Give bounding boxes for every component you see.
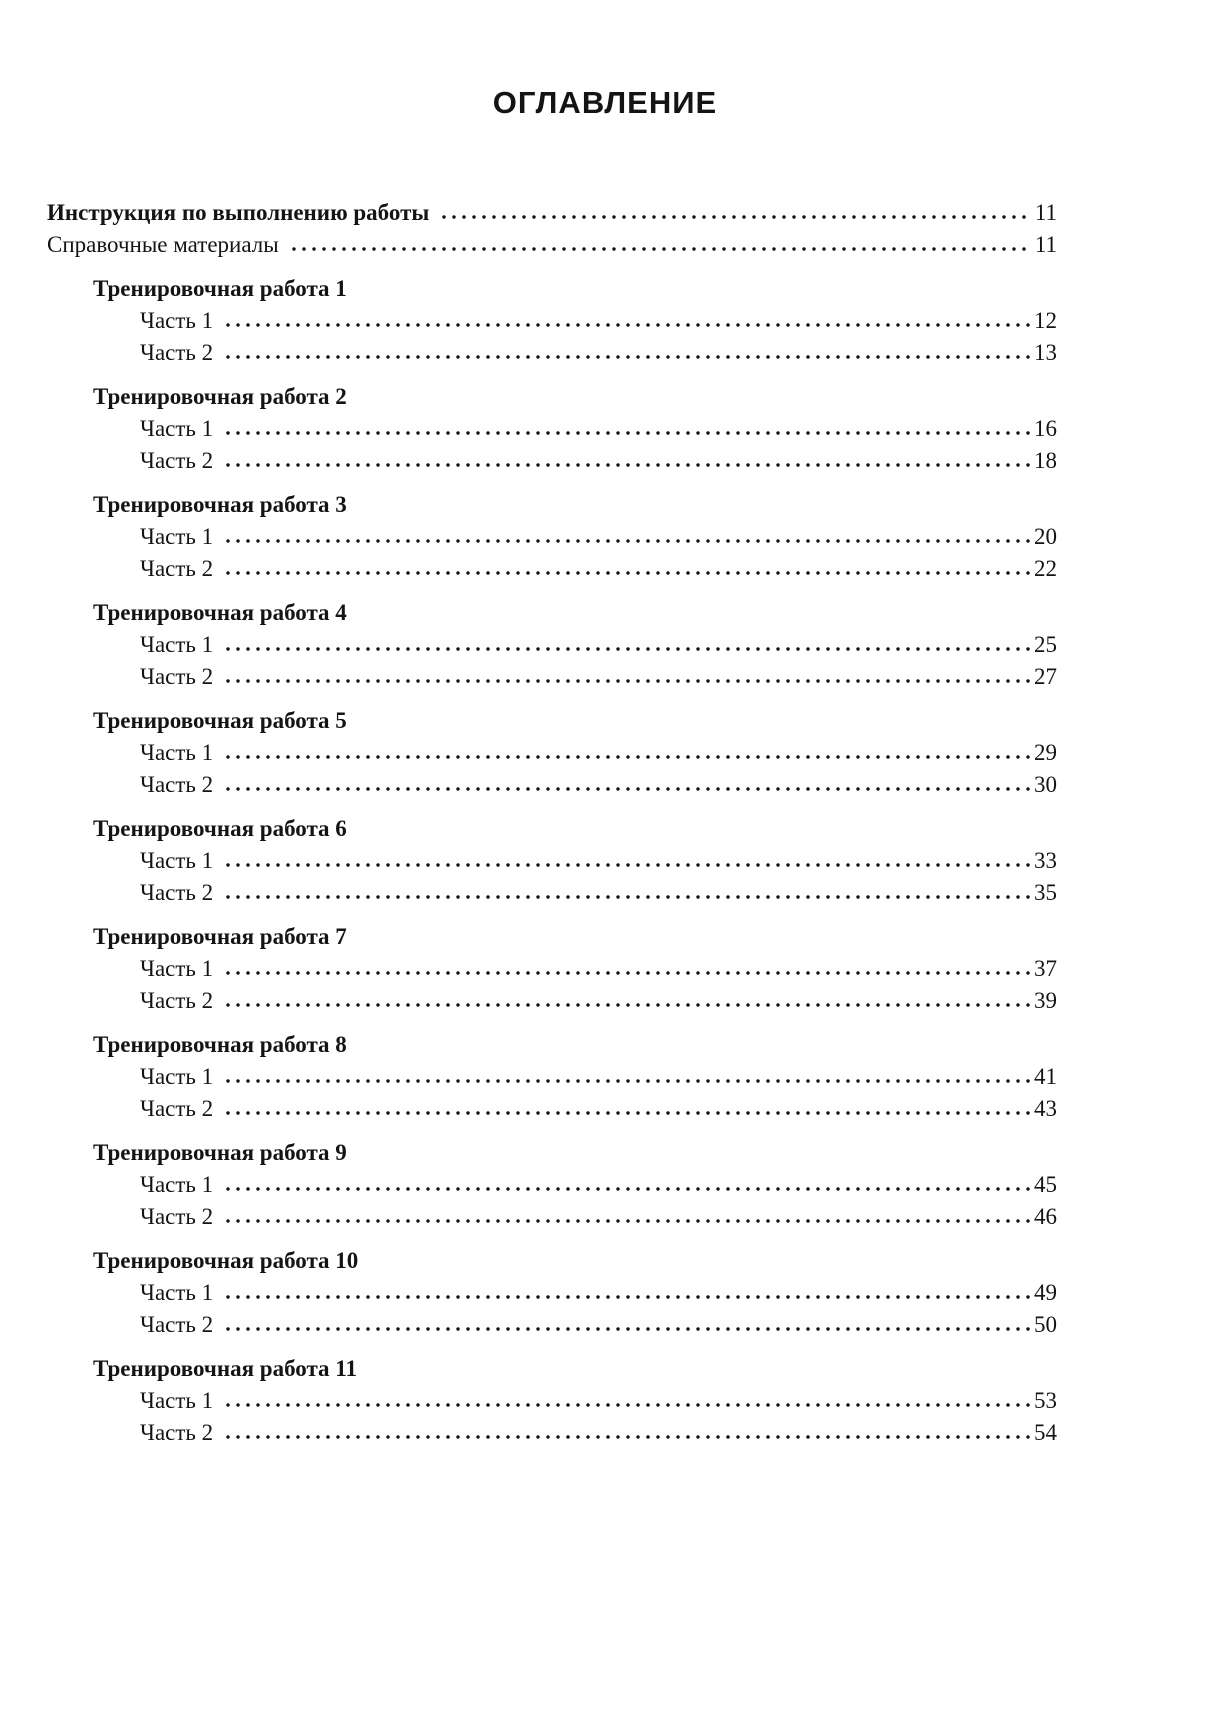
dot-leader <box>287 229 1032 261</box>
toc-part-entry <box>47 629 1057 661</box>
toc-section <box>47 1353 1057 1449</box>
dot-leader <box>221 1093 1031 1125</box>
toc-entry-label: Справочные материалы <box>47 232 279 257</box>
toc-part-page: 27 <box>1034 664 1057 689</box>
toc-part-page: 37 <box>1034 956 1057 981</box>
dot-leader <box>221 1169 1031 1201</box>
toc-section-parts <box>47 845 1057 909</box>
toc-part-entry <box>47 985 1057 1017</box>
toc-part-entry <box>47 337 1057 369</box>
toc-section-title: Тренировочная работа 6 <box>93 816 347 841</box>
toc-section-title: Тренировочная работа 2 <box>93 384 347 409</box>
toc-part-label: Часть 1 <box>140 524 214 549</box>
toc-part-label: Часть 1 <box>140 740 214 765</box>
toc-part-label: Часть 2 <box>140 664 214 689</box>
toc-part-label: Часть 1 <box>140 632 214 657</box>
toc-part-label: Часть 2 <box>140 880 214 905</box>
toc-section-parts <box>47 737 1057 801</box>
dot-leader <box>221 1417 1031 1449</box>
toc-part-page: 35 <box>1034 880 1057 905</box>
toc-section-parts <box>47 1385 1057 1449</box>
toc-part-label: Часть 1 <box>140 848 214 873</box>
toc-part-entry <box>47 305 1057 337</box>
toc-part-page: 43 <box>1034 1096 1057 1121</box>
dot-leader <box>221 985 1031 1017</box>
dot-leader <box>221 521 1031 553</box>
toc-part-page: 12 <box>1034 308 1057 333</box>
toc-part-page: 45 <box>1034 1172 1057 1197</box>
dot-leader <box>221 661 1031 693</box>
toc-part-label: Часть 2 <box>140 772 214 797</box>
toc-part-label: Часть 2 <box>140 448 214 473</box>
toc-entry-label: Инструкция по выполнению работы <box>47 200 430 225</box>
toc-section-title: Тренировочная работа 5 <box>93 708 347 733</box>
toc-part-page: 54 <box>1034 1420 1057 1445</box>
dot-leader <box>221 877 1031 909</box>
toc-part-page: 50 <box>1034 1312 1057 1337</box>
toc-part-label: Часть 2 <box>140 340 214 365</box>
toc-section-parts <box>47 521 1057 585</box>
dot-leader <box>221 1201 1031 1233</box>
toc-section-title: Тренировочная работа 4 <box>93 600 347 625</box>
toc-part-page: 16 <box>1034 416 1057 441</box>
toc-part-label: Часть 1 <box>140 1172 214 1197</box>
toc-section <box>47 381 1057 477</box>
toc-part-page: 41 <box>1034 1064 1057 1089</box>
toc-part-entry <box>47 1061 1057 1093</box>
toc-part-entry <box>47 1417 1057 1449</box>
toc-part-entry <box>47 553 1057 585</box>
toc-top-entries <box>47 197 1057 261</box>
toc-part-entry <box>47 445 1057 477</box>
toc-part-label: Часть 1 <box>140 956 214 981</box>
toc-section-title: Тренировочная работа 11 <box>93 1356 358 1381</box>
dot-leader <box>221 845 1031 877</box>
dot-leader <box>221 1309 1031 1341</box>
toc-list <box>47 197 1057 1449</box>
toc-part-page: 49 <box>1034 1280 1057 1305</box>
toc-part-label: Часть 1 <box>140 1064 214 1089</box>
dot-leader <box>221 1385 1031 1417</box>
dot-leader <box>221 1277 1031 1309</box>
toc-part-page: 33 <box>1034 848 1057 873</box>
toc-section-title: Тренировочная работа 7 <box>93 924 347 949</box>
dot-leader <box>221 445 1031 477</box>
toc-part-page: 13 <box>1034 340 1057 365</box>
toc-section <box>47 705 1057 801</box>
toc-part-page: 30 <box>1034 772 1057 797</box>
toc-entry <box>47 229 1057 261</box>
toc-section <box>47 1029 1057 1125</box>
toc-part-label: Часть 1 <box>140 1388 214 1413</box>
toc-part-entry <box>47 1093 1057 1125</box>
toc-section <box>47 273 1057 369</box>
toc-part-entry <box>47 845 1057 877</box>
toc-part-page: 25 <box>1034 632 1057 657</box>
toc-part-page: 29 <box>1034 740 1057 765</box>
toc-part-page: 39 <box>1034 988 1057 1013</box>
toc-entry-page: 11 <box>1034 200 1057 225</box>
toc-part-entry <box>47 953 1057 985</box>
toc-part-entry <box>47 1385 1057 1417</box>
dot-leader <box>221 737 1031 769</box>
toc-part-label: Часть 1 <box>140 1280 214 1305</box>
toc-section-title: Тренировочная работа 1 <box>93 276 347 301</box>
toc-section-parts <box>47 1061 1057 1125</box>
toc-section-title: Тренировочная работа 8 <box>93 1032 347 1057</box>
toc-part-label: Часть 2 <box>140 1312 214 1337</box>
toc-part-label: Часть 2 <box>140 1096 214 1121</box>
toc-part-entry <box>47 521 1057 553</box>
toc-section <box>47 489 1057 585</box>
dot-leader <box>221 629 1031 661</box>
toc-entry-page: 11 <box>1034 232 1057 257</box>
toc-part-entry <box>47 737 1057 769</box>
toc-part-label: Часть 1 <box>140 416 214 441</box>
dot-leader <box>221 305 1031 337</box>
toc-section-parts <box>47 1169 1057 1233</box>
toc-section-title: Тренировочная работа 9 <box>93 1140 347 1165</box>
toc-part-label: Часть 2 <box>140 1420 214 1445</box>
dot-leader <box>221 1061 1031 1093</box>
page-title: ОГЛАВЛЕНИЕ <box>492 85 718 120</box>
toc-section-parts <box>47 305 1057 369</box>
toc-part-label: Часть 2 <box>140 556 214 581</box>
toc-part-page: 46 <box>1034 1204 1057 1229</box>
dot-leader <box>221 953 1031 985</box>
dot-leader <box>221 769 1031 801</box>
toc-part-page: 53 <box>1034 1388 1057 1413</box>
toc-part-page: 22 <box>1034 556 1057 581</box>
toc-part-entry <box>47 1277 1057 1309</box>
toc-section-parts <box>47 413 1057 477</box>
toc-section <box>47 1137 1057 1233</box>
toc-section <box>47 813 1057 909</box>
toc-part-label: Часть 2 <box>140 988 214 1013</box>
toc-sections <box>47 273 1057 1449</box>
dot-leader <box>437 197 1032 229</box>
toc-part-entry <box>47 661 1057 693</box>
toc-entry <box>47 197 1057 229</box>
dot-leader <box>221 337 1031 369</box>
toc-section-title: Тренировочная работа 10 <box>93 1248 359 1273</box>
toc-part-entry <box>47 1169 1057 1201</box>
toc-section <box>47 1245 1057 1341</box>
toc-section-parts <box>47 1277 1057 1341</box>
toc-part-page: 18 <box>1034 448 1057 473</box>
toc-section-title: Тренировочная работа 3 <box>93 492 347 517</box>
toc-section <box>47 921 1057 1017</box>
toc-part-entry <box>47 1201 1057 1233</box>
dot-leader <box>221 553 1031 585</box>
toc-section <box>47 597 1057 693</box>
toc-part-entry <box>47 413 1057 445</box>
toc-part-entry <box>47 877 1057 909</box>
toc-part-entry <box>47 1309 1057 1341</box>
toc-part-entry <box>47 769 1057 801</box>
toc-section-parts <box>47 629 1057 693</box>
dot-leader <box>221 413 1031 445</box>
toc-part-page: 20 <box>1034 524 1057 549</box>
toc-part-label: Часть 1 <box>140 308 214 333</box>
toc-part-label: Часть 2 <box>140 1204 214 1229</box>
toc-section-parts <box>47 953 1057 1017</box>
